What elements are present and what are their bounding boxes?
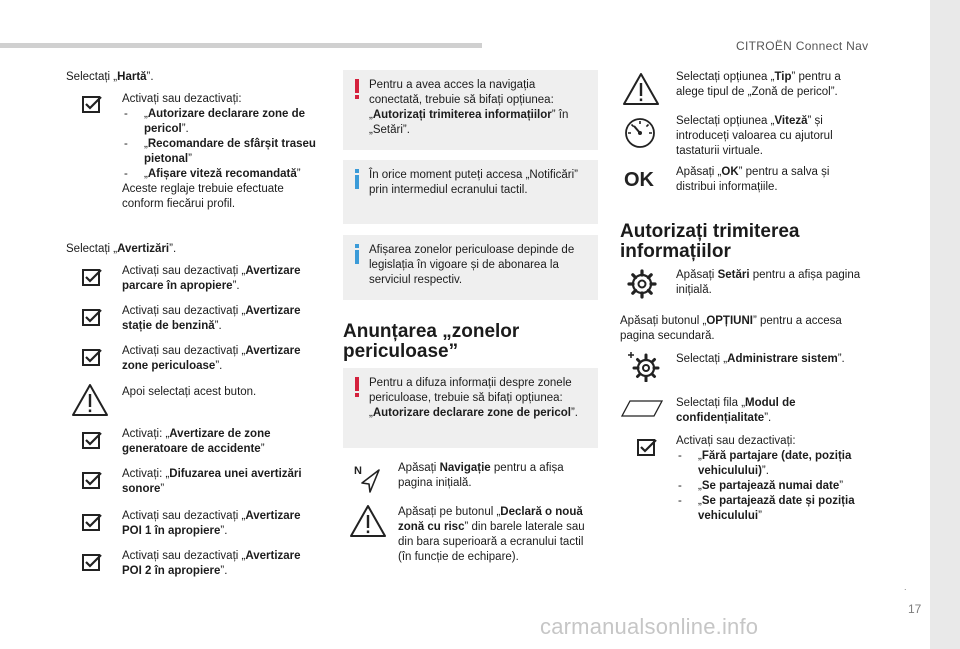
note-notifications: În orice moment puteți accesa „Notificări” prin intermediul ecranului tactil.: [343, 160, 598, 224]
svg-text:N: N: [354, 465, 362, 477]
ok-icon: OK: [624, 169, 654, 191]
page-edge-tab: [930, 0, 960, 649]
alert-row-sound: Activați: „Difuzarea unei avertizări sonore”: [122, 468, 302, 495]
alert-row-danger-zones: Activați sau dezactivați „Avertizare zone periculoase”.: [122, 345, 301, 372]
alert-row-parking: Activați sau dezactivați „Avertizare parcare în apropiere”.: [122, 265, 301, 292]
declare-zone-row: Apăsați pe butonul „Declară o nouă zonă cu risc” din barele laterale sau din bara superioară a ecranului tactil (în funcție de echipare).: [398, 506, 585, 563]
map-toggle-block: Activați sau dezactivați: - „Autorizare declarare zone de pericol”. - „Recomandare de sfârșit traseu pietonal” - „Afișare viteză recomandată” Aceste reglaje trebuie efectuate conform fiecărui profil.: [122, 92, 322, 212]
section-heading-danger-zones: Anunțarea „zonelor periculoase”: [343, 321, 520, 362]
speed-option-row: Selectați opțiunea „Viteză” și introduceți valoarea cu ajutorul tastaturii virtuale.: [676, 115, 833, 157]
warning-triangle-icon: [71, 383, 109, 417]
alert-row-fuel: Activați sau dezactivați „Avertizare stație de benzină”.: [122, 305, 301, 332]
checkbox-icon: [82, 472, 102, 490]
list-item: - „Afișare viteză recomandată”: [122, 167, 322, 182]
settings-row: Apăsați Setări pentru a afișa pagina inițială.: [676, 269, 861, 296]
gear-icon: [627, 269, 657, 299]
warning-triangle-icon: [349, 504, 387, 538]
alert-row-poi1: Activați sau dezactivați „Avertizare POI 1 în apropiere”.: [122, 510, 301, 537]
section-heading-send-info: Autorizați trimiterea informațiilor: [620, 221, 800, 262]
warning-triangle-icon: [622, 72, 660, 106]
list-item: - „Recomandare de sfârșit traseu pietonal”: [122, 137, 322, 167]
exclamation-icon: [351, 376, 363, 398]
system-settings-icon: [626, 352, 662, 382]
page-dot: .: [904, 582, 907, 592]
checkbox-icon: [637, 439, 657, 457]
page-number: 17: [908, 602, 922, 616]
select-map-text: Selectați „Hartă”.: [66, 71, 154, 83]
info-icon: [351, 168, 363, 190]
navigation-row: Apăsați Navigație pentru a afișa pagina inițială.: [398, 462, 564, 489]
ok-row: Apăsați „OK” pentru a salva și distribui informațiile.: [676, 166, 830, 193]
alert-row-poi2: Activați sau dezactivați „Avertizare POI 2 în apropiere”.: [122, 550, 301, 577]
exclamation-icon: [351, 78, 363, 100]
share-toggle-block: Activați sau dezactivați: - „Fără partajare (date, poziția vehiculului)”. - „Se partajează numai date” - „Se partajează date și poziția vehiculului”: [676, 434, 876, 524]
checkbox-icon: [82, 554, 102, 572]
alert-row-button: Apoi selectați acest buton.: [122, 386, 257, 398]
info-icon: [351, 243, 363, 265]
checkbox-icon: [82, 432, 102, 450]
header-title: CITROËN Connect Nav: [736, 39, 869, 53]
list-item: - „Se partajează numai date”: [676, 479, 876, 494]
alert-row-accident-zones: Activați: „Avertizare de zone generatoare de accidente”: [122, 428, 271, 455]
options-text: Apăsați butonul „OPȚIUNI” pentru a accesa pagina secundară.: [620, 315, 842, 342]
navigation-icon: [353, 462, 383, 494]
privacy-row: Selectați fila „Modul de confidențialitate”.: [676, 397, 796, 424]
header-rule: [0, 43, 482, 48]
select-alerts-text: Selectați „Avertizări”.: [66, 243, 177, 255]
checkbox-icon: [82, 96, 102, 114]
checkbox-icon: [82, 309, 102, 327]
note-connected-nav: Pentru a avea acces la navigația conectată, trebuie să bifați opțiunea: „Autorizați trimiterea informațiilor” în „Setări”.: [343, 70, 598, 150]
tab-icon: [620, 398, 664, 420]
checkbox-icon: [82, 514, 102, 532]
watermark: carmanualsonline.info: [540, 614, 759, 639]
list-item: - „Fără partajare (date, poziția vehiculului)”.: [676, 449, 876, 479]
list-item: - „Se partajează date și poziția vehiculului”: [676, 494, 876, 524]
note-danger-zones: Pentru a difuza informații despre zonele periculoase, trebuie să bifați opțiunea: „Autorizare declarare zone de pericol”.: [343, 368, 598, 448]
type-option-row: Selectați opțiunea „Tip” pentru a alege tipul de „Zonă de pericol”.: [676, 71, 841, 98]
checkbox-icon: [82, 349, 102, 367]
admin-row: Selectați „Administrare sistem”.: [676, 353, 845, 365]
list-item: - „Autorizare declarare zone de pericol”.: [122, 107, 322, 137]
checkbox-icon: [82, 269, 102, 287]
note-legislation: Afișarea zonelor periculoase depinde de legislația în vigoare și de abonarea la serviciul respectiv.: [343, 235, 598, 300]
speedometer-icon: [623, 116, 657, 150]
